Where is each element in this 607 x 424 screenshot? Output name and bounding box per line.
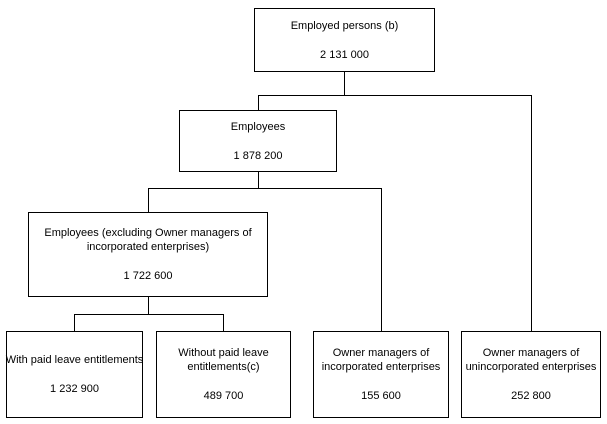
node-employed-persons-value: 2 131 000: [320, 48, 369, 61]
connector-to-owner-incorporated: [381, 188, 382, 331]
node-without-paid-leave-label: Without paid leave entitlements(c): [178, 347, 269, 373]
connector-to-without-paid-leave: [223, 314, 224, 331]
node-owner-unincorporated-label: Owner managers of unincorporated enterprises: [465, 347, 597, 373]
node-owner-incorporated-label: Owner managers of incorporated enterprises: [321, 347, 441, 373]
connector-employees-down: [258, 172, 259, 188]
node-owner-unincorporated: [461, 331, 601, 418]
node-owner-unincorporated-value: 252 800: [511, 390, 551, 402]
connector-to-employees-excl: [148, 188, 149, 212]
connector-to-employees: [258, 95, 259, 110]
connector-root-down: [344, 72, 345, 95]
connector-to-owner-unincorporated: [531, 95, 532, 331]
node-employed-persons-label: Employed persons (b): [290, 19, 399, 32]
connector-level2-horizontal: [148, 188, 382, 189]
node-with-paid-leave-value: 1 232 900: [50, 383, 99, 395]
node-without-paid-leave: [156, 331, 291, 418]
node-employees: [179, 110, 337, 172]
node-employees-label: Employees: [230, 120, 286, 133]
node-employees-excl-value: 1 722 600: [123, 270, 173, 282]
node-employed-persons: [254, 8, 435, 72]
connector-level1-horizontal: [258, 95, 532, 96]
node-employees-excl-label: Employees (excluding Owner managers of incorporated enterprises): [44, 227, 252, 253]
connector-level3-horizontal: [74, 314, 224, 315]
node-employees-value: 1 878 200: [233, 149, 283, 162]
node-employees-excl: [28, 212, 268, 297]
node-with-paid-leave: [6, 331, 143, 418]
connector-excl-down: [148, 297, 149, 314]
connector-to-with-paid-leave: [74, 314, 75, 331]
node-owner-incorporated: [313, 331, 449, 418]
node-without-paid-leave-value: 489 700: [203, 390, 244, 402]
node-owner-incorporated-value: 155 600: [361, 390, 401, 402]
node-with-paid-leave-label: With paid leave entitlements: [5, 354, 144, 366]
